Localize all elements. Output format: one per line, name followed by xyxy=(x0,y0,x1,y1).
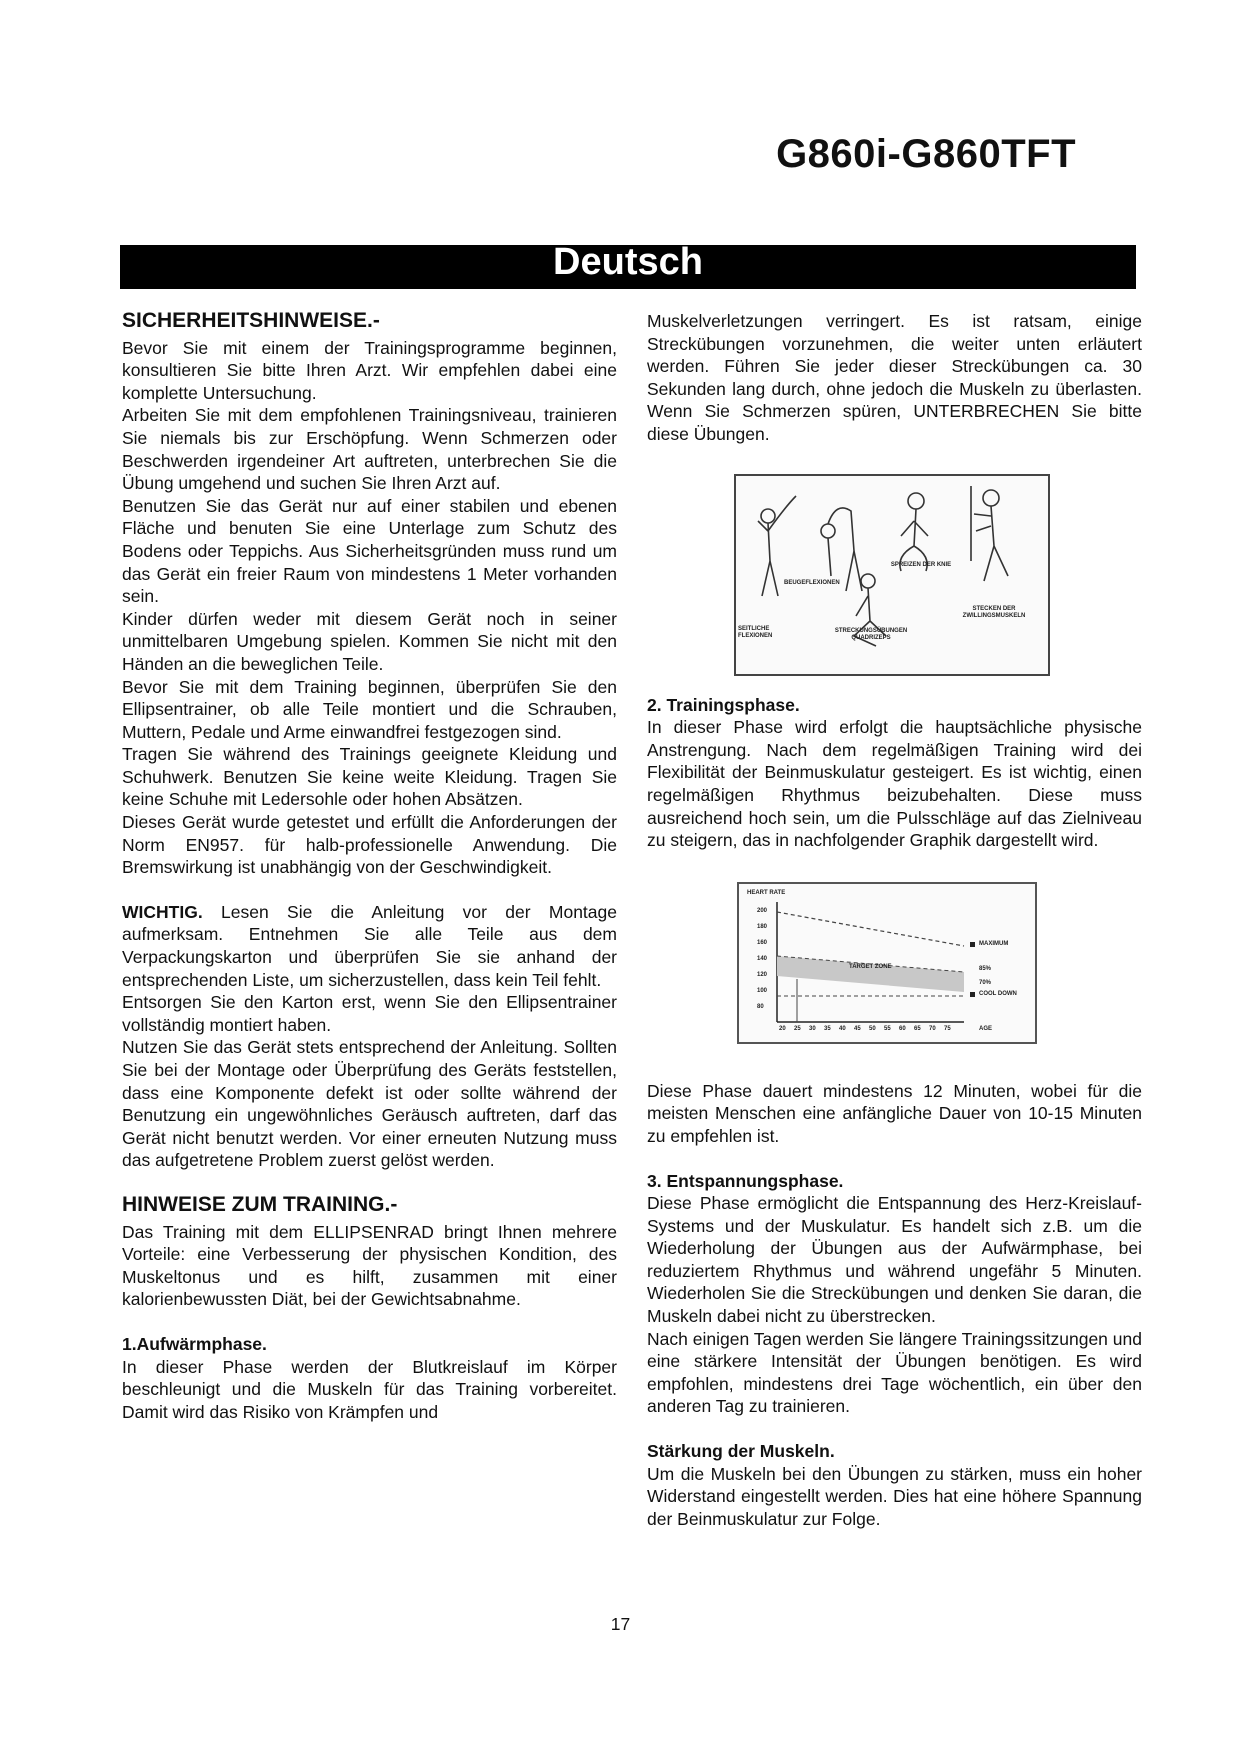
model-title: G860i-G860TFT xyxy=(776,132,1076,176)
safety-paragraph: Dieses Gerät wurde getestet und erfüllt die Anforderungen der Norm EN957. für halb-professionelle Anwendung. Die Bremswirkung ist unabhängig von der Geschwindigkeit. xyxy=(122,812,617,878)
important-label: WICHTIG. xyxy=(122,901,203,922)
hr-x-tick: 75 xyxy=(944,1025,951,1032)
stretching-figure xyxy=(734,474,1050,676)
hr-zone-label: TARGET ZONE xyxy=(849,963,892,970)
muscle-text: Um die Muskeln bei den Übungen zu stärken, muss ein hoher Widerstand eingestellt werden. Dies hat eine höhere Spannung der Beinmuskulatur zur Folge. xyxy=(647,1463,1142,1529)
hr-legend-cooldown: COOL DOWN xyxy=(979,990,1017,997)
phase2-duration: Diese Phase dauert mindestens 12 Minuten, wobei für die meisten Menschen eine anfängliche Dauer von 10-15 Minuten zu empfehlen ist. xyxy=(647,1080,1142,1146)
hr-x-tick: 20 xyxy=(779,1025,786,1032)
label-zwillingsmuskeln: STECKEN DER ZWILLINGSMUSKELN xyxy=(962,605,1026,619)
hr-axis-title: HEART RATE xyxy=(747,889,786,896)
label-beugeflexionen: BEUGEFLEXIONEN xyxy=(784,579,840,586)
phase3-text-2: Nach einigen Tagen werden Sie längere Trainingssitzungen und eine stärkere Intensität der Übungen benötigen. Es wird empfohlen, mindestens drei Tage wöchentlich, ein über den anderen Tag zu trainieren. xyxy=(647,1328,1142,1417)
hr-legend-70: 70% xyxy=(979,979,992,986)
hr-legend-85: 85% xyxy=(979,965,992,972)
hr-x-tick: 25 xyxy=(794,1025,801,1032)
warmup-text: In dieser Phase werden der Blutkreislauf im Körper beschleunigt und die Muskeln für das Training vorbereitet. Damit wird das Risiko von Krämpfen und xyxy=(122,1356,617,1422)
hr-x-tick: 55 xyxy=(884,1025,891,1032)
hr-y-tick: 80 xyxy=(757,1003,764,1010)
safety-paragraph: Bevor Sie mit dem Training beginnen, überprüfen Sie den Ellipsentrainer, ob alle Teile montiert und die Schrauben, Muttern, Pedale und Arme einwandfrei festgezogen sind. xyxy=(122,676,617,742)
right-column xyxy=(647,310,1142,1530)
important-paragraph: Nutzen Sie das Gerät stets entsprechend der Anleitung. Sollten Sie bei der Montage oder Überprüfung des Geräts feststellen, dass eine Komponente defekt ist oder sollte während der Benutzung ein ungewöhnliches Geräusch auftreten, darf das Gerät nicht benutzt werden. Vor einer erneuten Nutzung muss das aufgetretene Problem zuerst gelöst werden. xyxy=(122,1037,617,1171)
safety-heading: SICHERHEITSHINWEISE.- xyxy=(122,309,380,332)
hr-y-tick: 200 xyxy=(757,907,768,914)
phase3-text: Diese Phase ermöglicht die Entspannung des Herz-Kreislauf-Systems und der Muskulatur. Es handelt sich z.B. um die Wiederholung der Übungen aus der Aufwärmphase, bei reduziertem Rhythmus und während ungefähr 5 Minuten. Wiederholen Sie die Streckübungen und denken Sie daran, die Muskeln dabei nicht zu überstrecken. xyxy=(647,1193,1142,1327)
left-column xyxy=(122,310,617,1423)
hr-x-tick: 50 xyxy=(869,1025,876,1032)
warmup-continued: Muskelverletzungen verringert. Es ist ratsam, einige Streckübungen vorzunehmen, die weiter unten erläutert werden. Führen Sie jeder dieser Streckübungen ca. 30 Sekunden lang durch, ohne jedoch die Muskeln zu überlasten. Wenn Sie Schmerzen spüren, UNTERBRECHEN Sie bitte diese Übungen. xyxy=(647,311,1142,444)
phase2-heading: 2. Trainingsphase. xyxy=(647,694,800,715)
language-banner xyxy=(120,241,1136,289)
heart-rate-graph xyxy=(739,884,1035,1042)
important-paragraph xyxy=(122,901,617,991)
hr-y-tick: 120 xyxy=(757,971,768,978)
hr-legend-max: MAXIMUM xyxy=(979,940,1009,947)
hr-x-tick: 30 xyxy=(809,1025,816,1032)
hr-x-tick: 70 xyxy=(929,1025,936,1032)
hr-x-tick: 60 xyxy=(899,1025,906,1032)
hr-x-tick: 35 xyxy=(824,1025,831,1032)
warmup-heading: 1.Aufwärmphase. xyxy=(122,1333,267,1354)
phase2-text: In dieser Phase wird erfolgt die hauptsächliche physische Anstrengung. Nach dem regelmäßigen Training wird dei Flexibilität der Beinmuskulatur gesteigert. Es ist wichtig, einen regelmäßigen Rhythmus beizubehalten. Diese muss ausreichend hoch sein, um die Pulsschläge auf das Zielniveau zu steigern, das in nachfolgender Graphik dargestellt wird. xyxy=(647,717,1142,851)
safety-paragraph: Tragen Sie während des Trainings geeignete Kleidung und Schuhwerk. Benutzen Sie keine weite Kleidung. Tragen Sie keine Schuhe mit Ledersohle oder hohen Absätzen. xyxy=(122,744,617,810)
phase3-heading: 3. Entspannungsphase. xyxy=(647,1170,844,1191)
hr-x-tick: 45 xyxy=(854,1025,861,1032)
heart-rate-figure xyxy=(737,882,1037,1044)
label-seitliche: SEITLICHE FLEXIONEN xyxy=(738,625,773,639)
page-number: 17 xyxy=(610,1614,631,1634)
label-spreizen: SPREIZEN DER KNIE xyxy=(890,561,952,568)
hr-x-title: AGE xyxy=(979,1025,993,1032)
hr-y-tick: 180 xyxy=(757,923,768,930)
safety-paragraph: Benutzen Sie das Gerät nur auf einer stabilen und ebenen Fläche und benuten Sie eine Unterlage zum Schutz des Bodens oder Teppichs. Aus Sicherheitsgründen muss rund um das Gerät ein freier Raum von mindestens 1 Meter vorhanden sein. xyxy=(122,495,617,607)
hr-y-tick: 160 xyxy=(757,939,768,946)
training-intro: Das Training mit dem ELLIPSENRAD bringt Ihnen mehrere Vorteile: eine Verbesserung der physischen Kondition, des Muskeltonus und es hilft, zusammen mit einer kalorienbewussten Diät, bei der Gewichtsabnahme. xyxy=(122,1221,617,1310)
important-paragraph: Entsorgen Sie den Karton erst, wenn Sie den Ellipsentrainer vollständig montiert haben. xyxy=(122,992,617,1035)
safety-paragraph: Arbeiten Sie mit dem empfohlenen Trainingsniveau, trainieren Sie niemals bis zur Erschöpfung. Wenn Schmerzen oder Beschwerden irgendeiner Art auftreten, unterbrechen Sie die Übung umgehend und suchen Sie Ihren Arzt auf. xyxy=(122,405,617,494)
hr-x-tick: 40 xyxy=(839,1025,846,1032)
label-quadrizeps: STRECKUNGSÜBUNGEN QUADRIZEPS xyxy=(834,627,908,641)
language-title: Deutsch xyxy=(553,241,703,283)
hr-y-tick: 140 xyxy=(757,955,768,962)
training-heading: HINWEISE ZUM TRAINING.- xyxy=(122,1192,398,1216)
hr-x-tick: 65 xyxy=(914,1025,921,1032)
safety-paragraph: Bevor Sie mit einem der Trainingsprogramme beginnen, konsultieren Sie bitte Ihren Arzt. Wir empfehlen dabei eine komplette Untersuchung. xyxy=(122,337,617,403)
muscle-heading: Stärkung der Muskeln. xyxy=(647,1441,835,1462)
important-text: Lesen Sie die Anleitung vor der Montage aufmerksam. Entnehmen Sie alle Teile aus dem Verpackungskarton und überprüfen Sie sie anhand der entsprechenden Liste, um sicherzustellen, dass kein Teil fehlt. xyxy=(122,901,617,990)
stretching-illustration xyxy=(736,476,1048,674)
safety-paragraph: Kinder dürfen weder mit diesem Gerät noch in seiner unmittelbaren Umgebung spielen. Kommen Sie nicht mit den Händen an die beweglichen Teile. xyxy=(122,608,617,674)
hr-y-tick: 100 xyxy=(757,987,768,994)
